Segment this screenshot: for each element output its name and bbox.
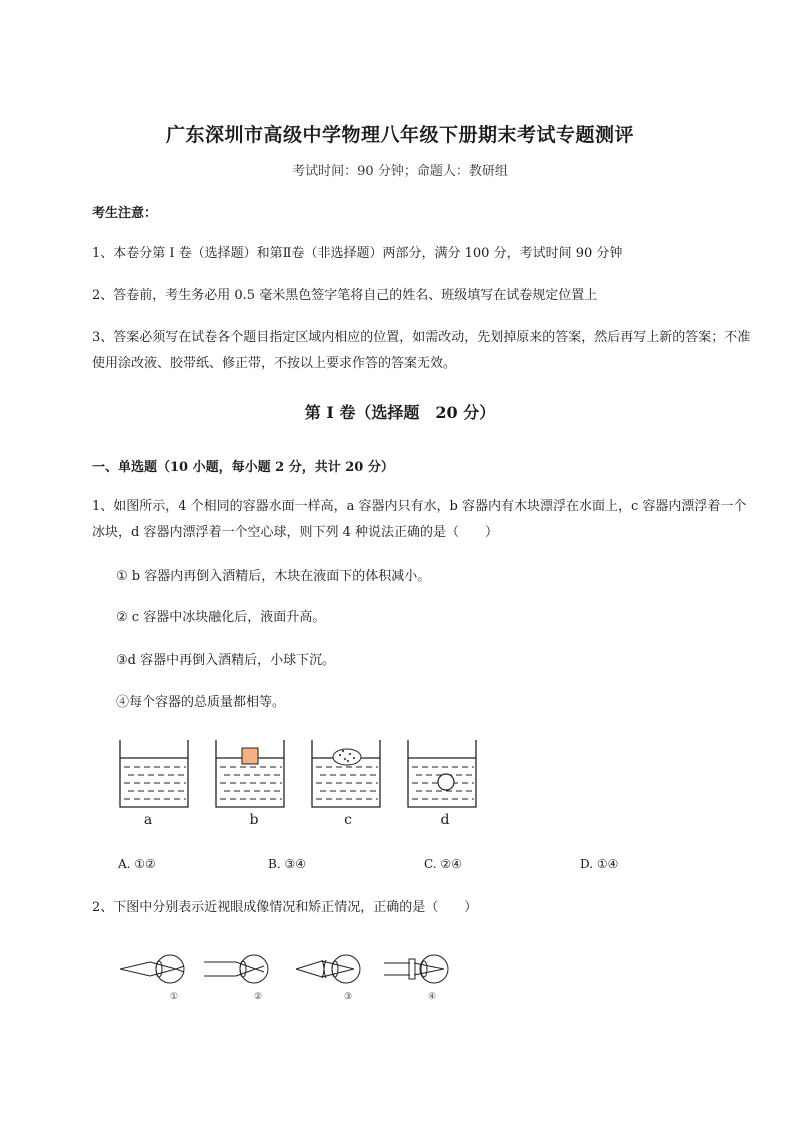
eye-label-2: ② [253, 992, 263, 1002]
container-label-b: b [249, 812, 259, 828]
exam-info: 考试时间：90 分钟；命题人：教研组 [292, 164, 508, 179]
container-a [120, 740, 188, 807]
eye-diagram-3 [296, 955, 360, 983]
q1-option-b[interactable]: B. ③④ [268, 857, 306, 871]
container-label-d: d [440, 812, 450, 828]
wood-block [242, 748, 258, 764]
page-title: 广东深圳市高级中学物理八年级下册期末考试专题测评 [165, 124, 634, 146]
eye-label-3: ③ [343, 992, 353, 1002]
q1-option-c[interactable]: C. ②④ [424, 857, 462, 871]
eye-label-4: ④ [427, 992, 437, 1002]
eye-label-1: ① [169, 992, 179, 1002]
question-1-stem: 1、如图所示，4 个相同的容器水面一样高，a 容器内只有水，b 容器内有木块漂浮在水面上，c 容器内漂浮着一个冰块，d 容器内漂浮着一个空心球，则下列 4 种说法正确的是（ ） [92, 499, 747, 540]
question-type-heading: 一、单选题（10 小题，每小题 2 分，共计 20 分） [92, 460, 394, 475]
q1-statement-3: ③d 容器中再倒入酒精后，小球下沉。 [116, 653, 336, 668]
container-label-a: a [143, 812, 153, 828]
q1-option-a[interactable]: A. ①② [118, 857, 156, 871]
q1-option-d[interactable]: D. ①④ [580, 857, 619, 871]
q1-statement-4: ④每个容器的总质量都相等。 [116, 695, 286, 710]
ice-block [333, 749, 361, 765]
eye-diagram-4 [384, 955, 448, 983]
notice-item-1: 1、本卷分第 I 卷（选择题）和第Ⅱ卷（非选择题）两部分，满分 100 分，考试时间 90 分钟 [92, 246, 623, 261]
q1-statement-2: ② c 容器中冰块融化后，液面升高。 [116, 610, 326, 625]
eye-diagrams-figure [118, 948, 478, 994]
eye-diagram-1 [120, 955, 184, 983]
container-d [408, 740, 476, 807]
containers-figure [110, 735, 500, 815]
container-label-c: c [344, 812, 352, 828]
question-2-stem: 2、下图中分别表示近视眼成像情况和矫正情况，正确的是（ ） [92, 900, 478, 915]
notice-item-2: 2、答卷前，考生务必用 0.5 毫米黑色签字笔将自己的姓名、班级填写在试卷规定位置上 [92, 288, 598, 303]
notice-item-3: 3、答案必须写在试卷各个题目指定区域内相应的位置，如需改动，先划掉原来的答案，然后再写上新的答案；不准使用涂改液、胶带纸、修正带，不按以上要求作答的答案无效。 [92, 330, 751, 371]
eye-diagram-2 [204, 955, 268, 983]
q1-statement-1: ① b 容器内再倒入酒精后，木块在液面下的体积减小。 [116, 569, 431, 584]
hollow-ball [438, 774, 454, 790]
notice-heading: 考生注意： [92, 206, 158, 221]
section-title: 第 I 卷（选择题 20 分） [304, 403, 496, 422]
